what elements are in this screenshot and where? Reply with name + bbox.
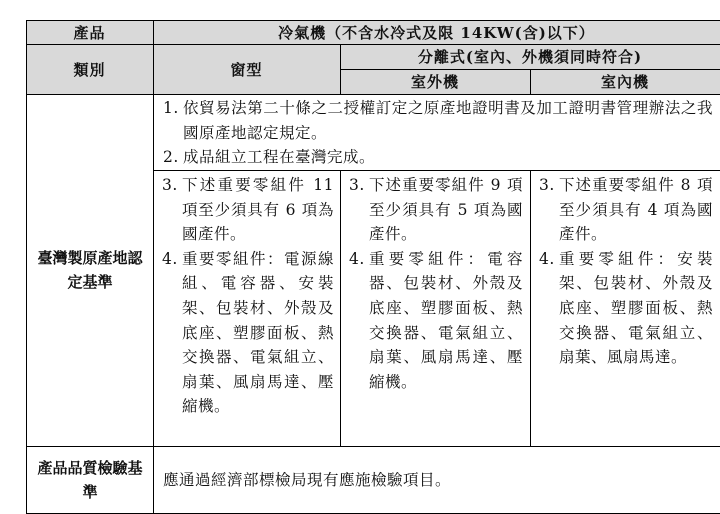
- window-criteria: [162, 173, 334, 419]
- general-criteria: [163, 96, 713, 170]
- general-item: [163, 96, 713, 145]
- outdoor-item: [349, 247, 523, 395]
- item-number: 3.: [162, 176, 178, 194]
- quality-text: 應通過經濟部標檢局現有應施檢驗項目。: [163, 471, 452, 489]
- border-left: [26, 20, 27, 514]
- item-number: 4.: [539, 249, 555, 268]
- quality-label: [36, 447, 144, 513]
- outdoor-criteria: [349, 173, 523, 394]
- product-value: 冷氣機（不含水冷式及限 14KW(含)以下）: [278, 23, 595, 42]
- quality-criteria: [163, 468, 713, 493]
- split-type-header: 分離式(室內、外機須同時符合): [417, 48, 643, 66]
- quality-label-text: 產品品質檢驗基準: [37, 459, 143, 501]
- general-item: [163, 145, 713, 170]
- outdoor-unit-header: 室外機: [410, 73, 459, 91]
- item-text: 下述重要零組件 11 項至少須具有 6 項為國產件。: [182, 176, 334, 244]
- indoor-item: [539, 247, 713, 370]
- item-text: 下述重要零組件 9 項至少須具有 5 項為國產件。: [369, 176, 523, 244]
- indoor-item: [539, 173, 713, 247]
- item-text: 重要零組件：電源線組、電容器、安裝架、包裝材、外殼及底座、塑膠面板、熱交換器、電氣組立、扇葉、風扇馬達、壓縮機。: [182, 249, 334, 416]
- window-item: [162, 247, 334, 419]
- item-number: 2.: [163, 148, 179, 167]
- product-label: 產品: [73, 23, 106, 42]
- border-col2-body: [340, 170, 341, 447]
- item-number: 1.: [163, 99, 179, 117]
- indoor-criteria: [539, 173, 713, 370]
- window-type-header: 窗型: [230, 60, 263, 79]
- origin-criteria-label-text: 臺灣製原產地認定基準: [37, 249, 143, 291]
- indoor-unit-header: 室內機: [600, 73, 649, 91]
- item-text: 依貿易法第二十條之二授權訂定之原產地證明書及加工證明書管理辦法之我國原產地認定規定。: [183, 99, 713, 142]
- border-col3-body: [530, 170, 531, 447]
- item-number: 4.: [162, 249, 178, 268]
- outdoor-item: [349, 173, 523, 247]
- item-text: 下述重要零組件 8 項至少須具有 4 項為國產件。: [559, 176, 713, 244]
- item-text: 重要零組件：電容器、包裝材、外殼及底座、塑膠面板、熱交換器、電氣組立、扇葉、風扇馬達、壓縮機。: [369, 249, 523, 391]
- border-general-bottom: [153, 170, 720, 171]
- item-text: 重要零組件：安裝架、包裝材、外殼及底座、塑膠面板、熱交換器、電氣組立、扇葉、風扇馬達。: [559, 249, 713, 367]
- window-item: [162, 173, 334, 247]
- border-col1: [153, 20, 154, 514]
- item-text: 成品組立工程在臺灣完成。: [183, 148, 376, 167]
- item-number: 4.: [349, 249, 365, 268]
- category-label: 類別: [73, 60, 106, 79]
- item-number: 3.: [539, 176, 555, 194]
- item-number: 3.: [349, 176, 365, 194]
- origin-criteria-label: [36, 94, 144, 446]
